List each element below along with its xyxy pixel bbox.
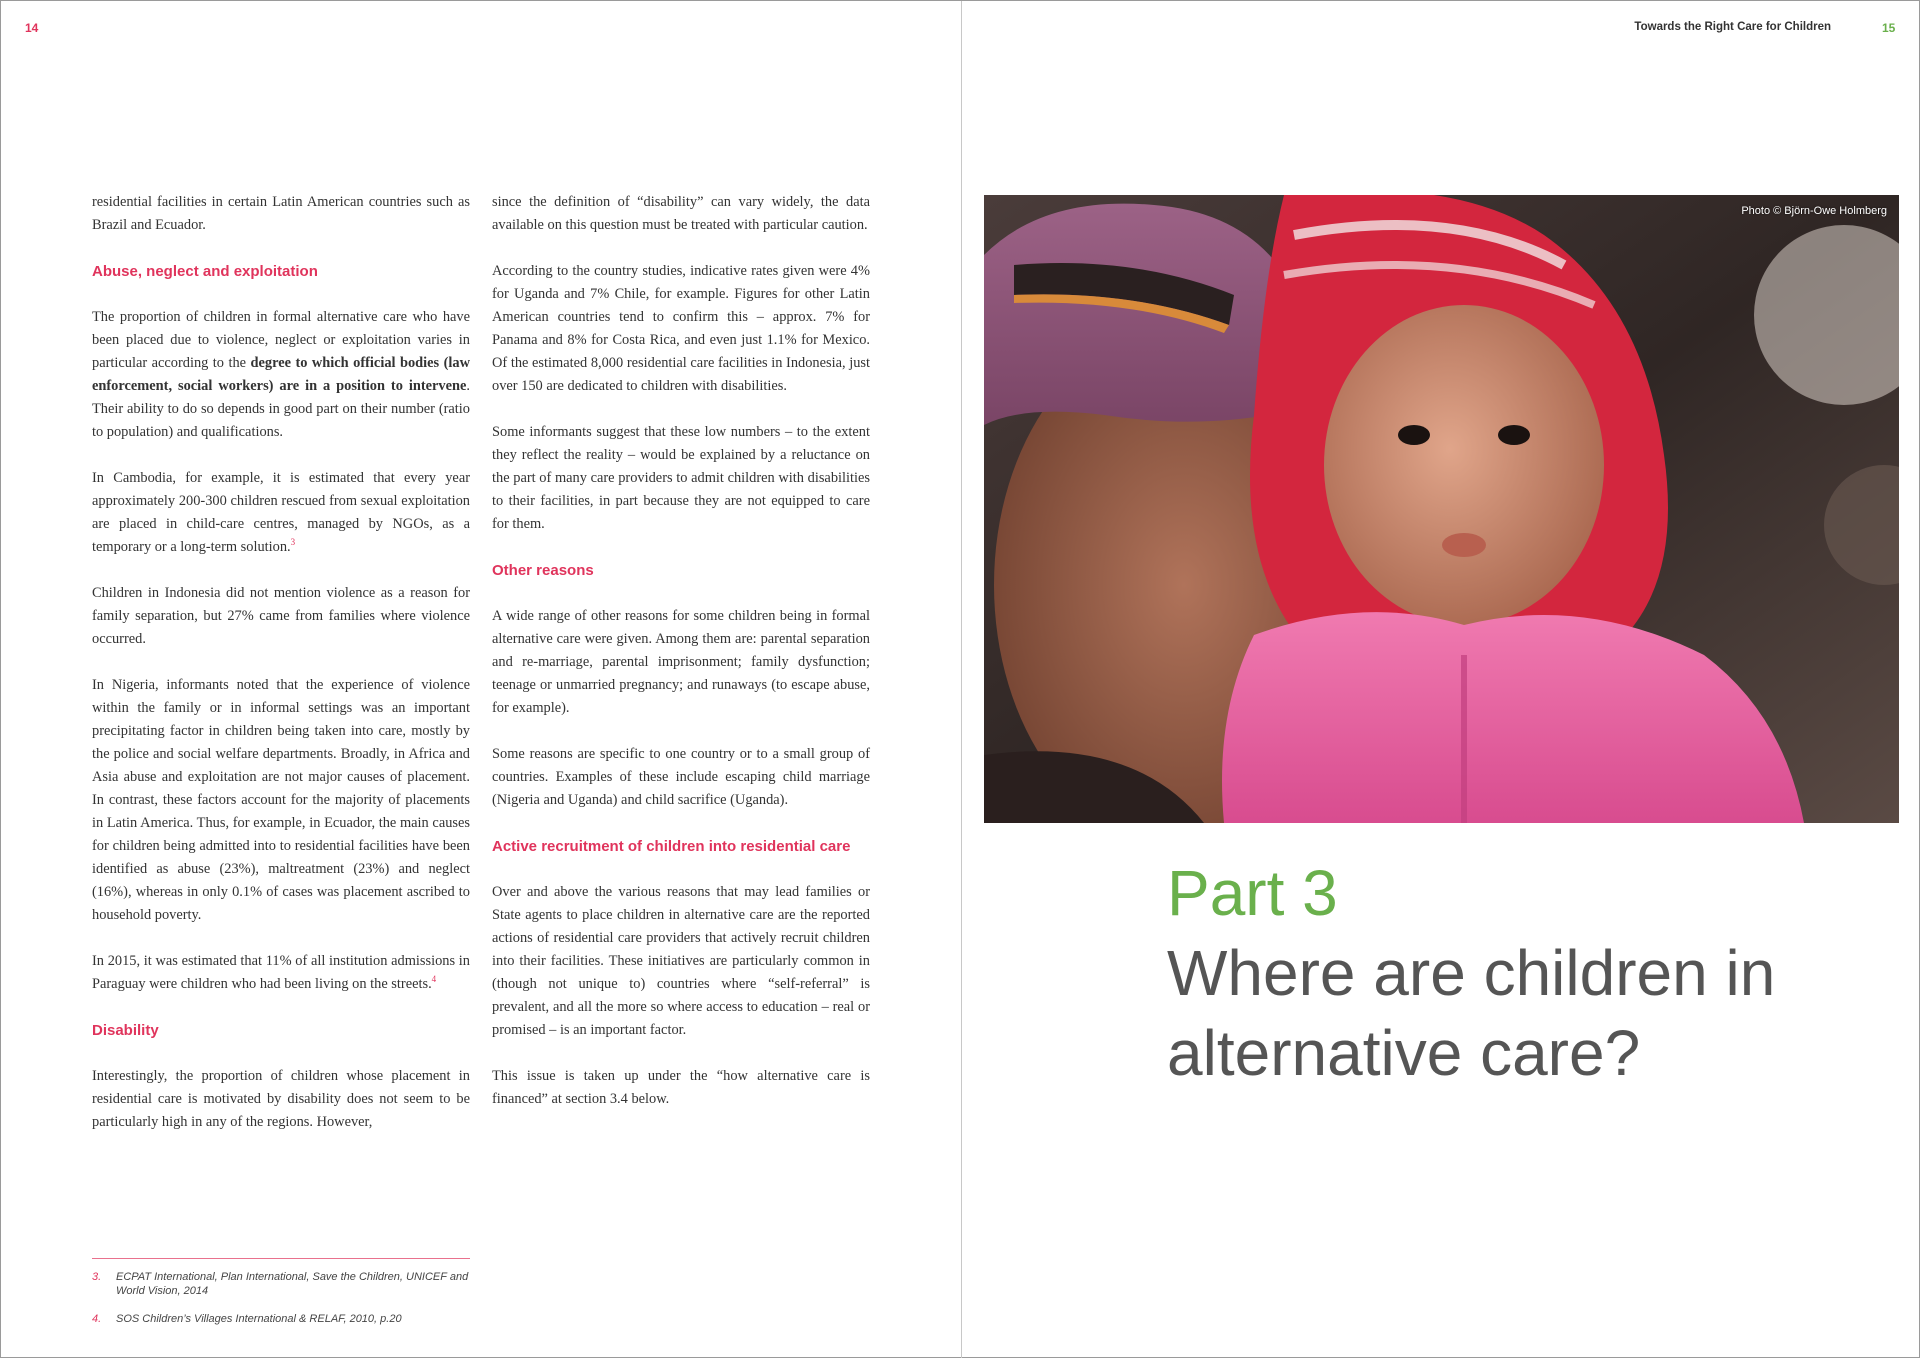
indonesia-paragraph: Children in Indonesia did not mention violence as a reason for family separation, but 27% came from families where violence occurred. [92, 585, 470, 647]
nigeria-paragraph: In Nigeria, informants noted that the experience of violence within the family or in informal settings was an important precipitating factor in children being taken into care, mostly by the police and social welfare departments. Broadly, in Africa and Asia abuse and exploitation are not major causes of placement. In contrast, these factors account for the majority of placements in Latin America. Thus, for example, in Ecuador, the main causes for children being admitted into to residential facilities have been identified as abuse (23%), maltreatment (23%) and neglect (16%), whereas in only 0.1% of cases was placement ascribed to household poverty. [92, 677, 470, 923]
heading-active-recruitment: Active recruitment of children into residential care [492, 838, 851, 855]
paraguay-text: In 2015, it was estimated that 11% of all institution admissions in Paraguay were children who had been living on the streets. [92, 953, 470, 992]
other-reasons-paragraph-2: Some reasons are specific to one country or to a small group of countries. Examples of these include escaping child marriage (Nigeria and Uganda) and child sacrifice (Uganda). [492, 746, 870, 808]
running-head: Towards the Right Care for Children [1634, 21, 1831, 33]
footnote-3 [92, 1270, 470, 1298]
country-rates-paragraph: According to the country studies, indicative rates given were 4% for Uganda and 7% Chile, for example. Figures for other Latin American countries tend to confirm this – approx. 7% for Panama and 8% for Costa Rica, and even just 1.1% for Mexico. Of the estimated 8,000 residential care facilities in Indonesia, just over 150 are dedicated to children with disabilities. [492, 263, 870, 394]
page-number-left: 14 [25, 21, 39, 35]
footnote-text: ECPAT International, Plan International, Save the Children, UNICEF and World Vision, 2014 [116, 1271, 469, 1297]
footnotes [92, 1270, 470, 1340]
abuse-text-bold: degree to which official bodies (law enforcement, social workers) are in a position to intervene [92, 355, 471, 394]
cambodia-paragraph [92, 467, 470, 559]
other-reasons-paragraph-1: A wide range of other reasons for some children being in formal alternative care were given. Among them are: parental separation and re-marriage, parental imprisonment; family dysfunction; teenage or unmarried pregnancy; and runaways (to escape abuse, for example). [492, 608, 870, 716]
paraguay-paragraph [92, 950, 470, 996]
disability-continued-paragraph: since the definition of “disability” can vary widely, the data available on this question must be treated with particular caution. [492, 194, 870, 233]
abuse-text-end: . Their ability to do so depends in good part on their number (ratio to population) and qualifications. [92, 378, 470, 440]
footnote-ref-4[interactable]: 4 [431, 974, 437, 985]
page-number-right: 15 [1882, 21, 1896, 35]
footnote-number: 3. [92, 1271, 102, 1283]
abuse-text-start: The proportion of children in formal alternative care who have been placed due to violence, neglect or exploitation varies in particular according to the [92, 309, 470, 371]
heading-other-reasons: Other reasons [492, 562, 594, 579]
footnote-number: 4. [92, 1313, 102, 1325]
photo-mother-and-child [984, 195, 1899, 823]
active-recruitment-paragraph-1: Over and above the various reasons that may lead families or State agents to place children in alternative care are the reported actions of residential care providers that actively recruit children into their facilities. These initiatives are particularly common in (though not unique to) countries where “self-referral” is prevalent, and all the more so where access to education – real or promised – is an important factor. [492, 884, 870, 1038]
text-column-1 [92, 191, 470, 1157]
footnote-4 [92, 1312, 470, 1326]
part-label: Part 3 [1167, 857, 1338, 929]
intro-paragraph: residential facilities in certain Latin American countries such as Brazil and Ecuador. [92, 194, 470, 233]
disability-paragraph: Interestingly, the proportion of children whose placement in residential care is motivated by disability does not seem to be particularly high in any of the regions. However, [92, 1068, 470, 1130]
footnote-text: SOS Children’s Villages International & RELAF, 2010, p.20 [116, 1313, 402, 1325]
photo-illustration [984, 195, 1899, 823]
footnote-divider [92, 1258, 470, 1259]
heading-abuse: Abuse, neglect and exploitation [92, 263, 318, 280]
text-column-2 [492, 191, 870, 1134]
footnote-ref-3[interactable]: 3 [290, 537, 296, 548]
active-recruitment-paragraph-2: This issue is taken up under the “how alternative care is financed” at section 3.4 below. [492, 1068, 870, 1107]
page-gutter [961, 1, 962, 1358]
informants-paragraph: Some informants suggest that these low numbers – to the extent they reflect the reality – would be explained by a reluctance on the part of many care providers to admit children with disabilities to their facilities, in part because they are not equipped to care for them. [492, 424, 870, 532]
abuse-paragraph [92, 306, 470, 444]
photo-credit: Photo © Björn-Owe Holmberg [1741, 205, 1887, 217]
cambodia-text: In Cambodia, for example, it is estimated that every year approximately 200-300 children rescued from sexual exploitation are placed in child-care centres, managed by NGOs, as a temporary or a long-term solution. [92, 470, 470, 555]
heading-disability: Disability [92, 1022, 159, 1039]
part-title: Where are children in alternative care? [1167, 937, 1776, 1089]
